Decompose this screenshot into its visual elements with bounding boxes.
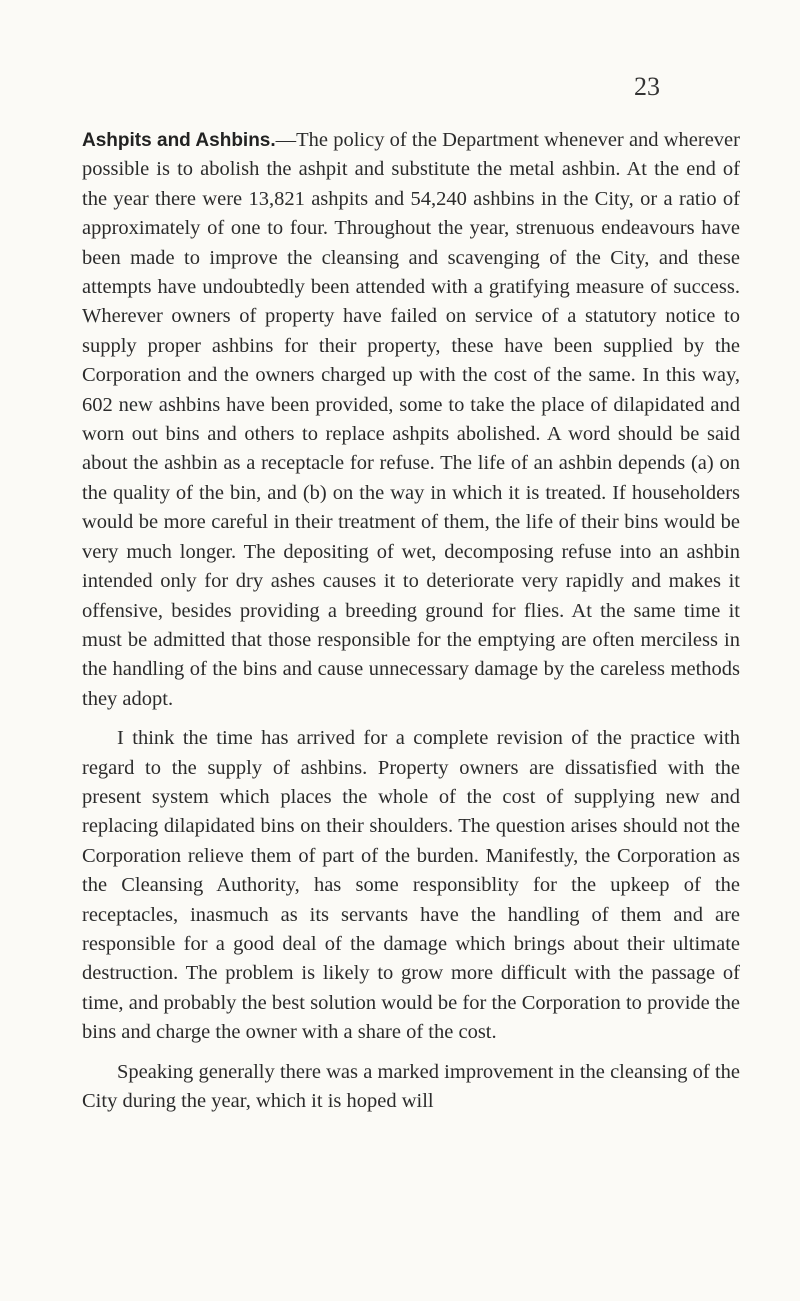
- document-body: [82, 126, 740, 1126]
- heading-dash: —: [275, 129, 297, 151]
- paragraph-1: [82, 126, 740, 714]
- paragraph-2: I think the time has arrived for a complete revision of the practice with regard to the supply of ashbins. Property owners are dissatisfied with the present system which places the whole of the cost of supplying new and replacing dilapidated bins on their shoulders. The question arises should not the Corporation relieve them of part of the burden. Manifestly, the Corporation as the Cleansing Authority, has some responsiblity for the upkeep of the receptacles, inasmuch as its servants have the handling of them and are responsible for a good deal of the damage which brings about their ultimate destruction. The problem is likely to grow more difficult with the passage of time, and probably the best solution would be for the Corporation to provide the bins and charge the owner with a share of the cost.: [82, 727, 740, 1044]
- paragraph-1-text: The policy of the Department whenever and wherever possible is to abolish the ashpit and substitute the metal ashbin. At the end of the year there were 13,821 ashpits and 54,240 ashbins in the City, or a ratio of approximately of one to four. Throughout the year, strenuous endeavours have been made to improve the cleansing and scavenging of the City, and these attempts have undoubtedly been attended with a gratifying measure of success. Wherever owners of property have failed on service of a statutory notice to supply proper ashbins for their property, these have been supplied by the Corporation and the owners charged up with the cost of the same. In this way, 602 new ashbins have been provided, some to take the place of dilapidated and worn out bins and others to replace ashpits abolished. A word should be said about the ashbin as a receptacle for refuse. The life of an ashbin depends (a) on the quality of the bin, and (b) on the way in which it is treated. If householders would be more careful in their treatment of them, the life of their bins would be very much longer. The depositing of wet, decomposing refuse into an ashbin intended only for dry ashes causes it to deteriorate very rapidly and makes it offensive, besides providing a breeding ground for flies. At the same time it must be admitted that those responsible for the emptying are often merciless in the handling of the bins and cause unnecessary damage by the careless methods they adopt.: [82, 129, 740, 710]
- section-heading: Ashpits and Ashbins.: [82, 130, 276, 151]
- paragraph-3: Speaking generally there was a marked improvement in the cleansing of the City during the year, which it is hoped will: [82, 1060, 740, 1112]
- page-number: 23: [634, 72, 660, 101]
